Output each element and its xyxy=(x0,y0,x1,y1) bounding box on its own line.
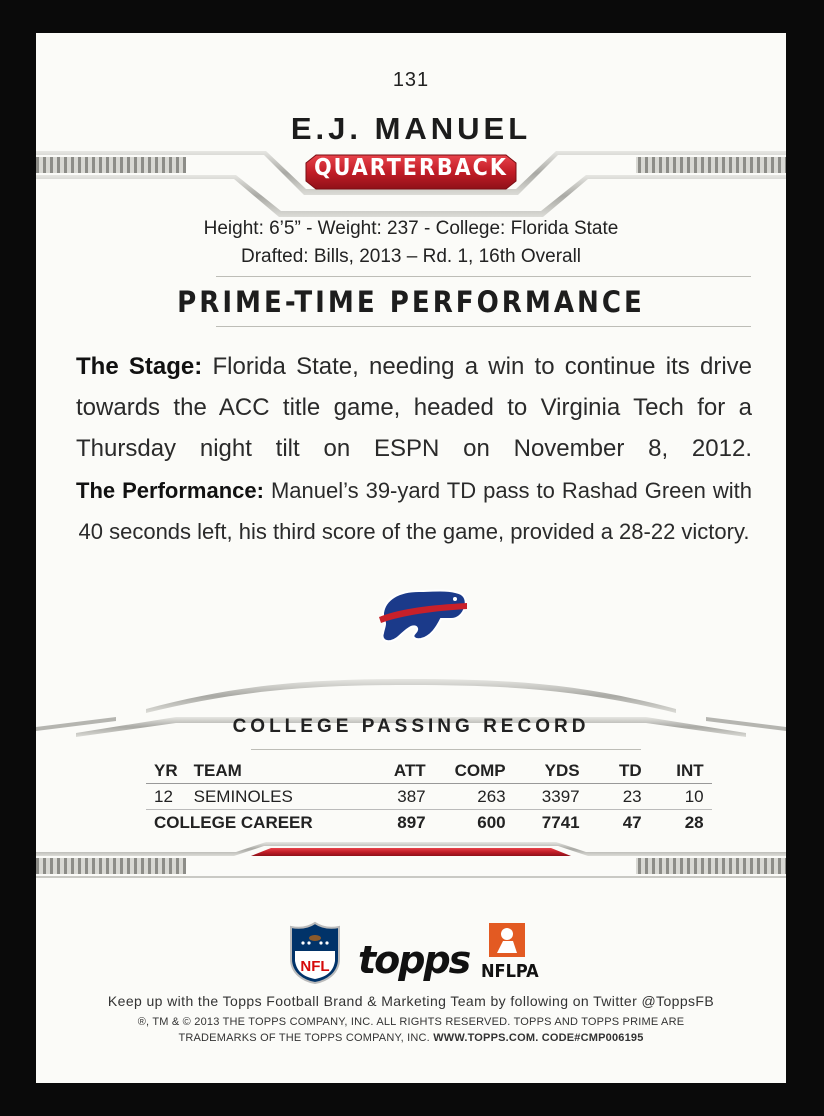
card-number: 131 xyxy=(392,69,430,91)
legal-line-2 xyxy=(36,1030,786,1046)
nflpa-player-icon xyxy=(489,923,525,957)
performance-line-1 xyxy=(76,470,752,511)
legal-line-2a: TRADEMARKS OF THE TOPPS COMPANY, INC. xyxy=(178,1032,430,1044)
stage-text: Florida State, needing a win to continue its drive towards the ACC title game, headed to Virginia Tech for a Thursday night tilt on ESPN on November 8, 2012. xyxy=(76,353,753,462)
legal-line-1: ®, TM & © 2013 THE TOPPS COMPANY, INC. ALL RIGHTS RESERVED. TOPPS AND TOPPS PRIME ARE xyxy=(137,1016,685,1028)
player-bio xyxy=(36,215,786,271)
row-att: 387 xyxy=(397,786,426,806)
record-title: COLLEGE PASSING RECORD xyxy=(232,716,590,737)
career-row xyxy=(146,810,712,836)
career-comp: 600 xyxy=(434,810,514,836)
record-divider xyxy=(251,749,641,750)
stats-table xyxy=(146,758,712,835)
col-att: ATT xyxy=(372,758,434,784)
row-int: 10 xyxy=(684,786,704,806)
performance-label: The Performance: xyxy=(76,478,264,503)
nfl-logo-text: NFL xyxy=(300,958,330,975)
col-int: INT xyxy=(650,758,712,784)
legal-line-2b: WWW.TOPPS.COM. CODE#CMP006195 xyxy=(433,1032,644,1044)
performance-line-2: 40 seconds left, his third score of the game, provided a 28-22 victory. xyxy=(78,519,750,544)
col-comp: COMP xyxy=(434,758,514,784)
divider-top xyxy=(216,276,751,277)
bills-logo-icon xyxy=(371,583,471,647)
row-yr: 12 xyxy=(154,786,173,806)
table-row xyxy=(146,784,712,810)
career-att: 897 xyxy=(372,810,434,836)
lower-band xyxy=(36,838,786,878)
bio-line-2: Drafted: Bills, 2013 – Rd. 1, 16th Overall xyxy=(240,246,582,267)
nfl-shield-icon xyxy=(289,921,341,985)
col-team: TEAM xyxy=(186,758,372,784)
stage-paragraph xyxy=(76,346,752,469)
row-team: SEMINOLES xyxy=(193,786,293,806)
career-td: 47 xyxy=(588,810,650,836)
career-label: COLLEGE CAREER xyxy=(146,810,372,836)
topps-logo: topps xyxy=(358,938,470,982)
legal-text xyxy=(36,1014,786,1046)
player-name: E.J. MANUEL xyxy=(290,111,532,146)
row-yds: 3397 xyxy=(541,786,580,806)
stage-label: The Stage: xyxy=(76,353,203,380)
twitter-line: Keep up with the Topps Football Brand & Marketing Team by following on Twitter @ToppsFB xyxy=(107,993,715,1009)
col-td: TD xyxy=(588,758,650,784)
career-yds: 7741 xyxy=(514,810,588,836)
row-comp: 263 xyxy=(477,786,506,806)
career-int: 28 xyxy=(650,810,712,836)
card-back xyxy=(36,33,786,1083)
section-title: PRIME-TIME PERFORMANCE xyxy=(177,285,645,319)
player-position: QUARTERBACK xyxy=(314,155,508,181)
nflpa-logo-text: NFLPA xyxy=(481,961,539,982)
stats-header-row xyxy=(146,758,712,784)
divider-bottom xyxy=(216,326,751,327)
col-yr: YR xyxy=(146,758,186,784)
performance-text-1: Manuel’s 39-yard TD pass to Rashad Green with xyxy=(270,478,752,503)
row-td: 23 xyxy=(622,786,642,806)
performance-paragraph xyxy=(76,470,752,552)
bio-line-1: Height: 6’5” - Weight: 237 - College: Florida State xyxy=(203,218,619,239)
col-yds: YDS xyxy=(514,758,588,784)
